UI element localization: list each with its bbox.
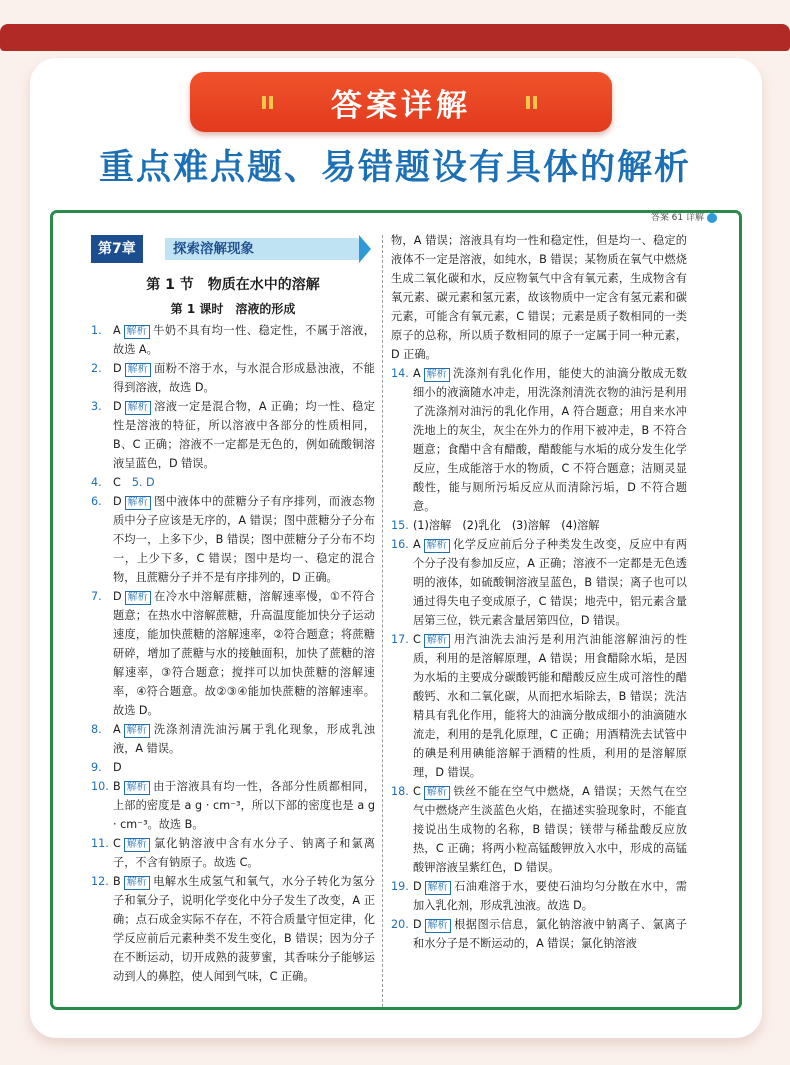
answer-letter: D <box>113 362 122 375</box>
question-number: 8. <box>91 723 102 736</box>
question-number: 12. <box>91 875 109 888</box>
answer-letter: D <box>113 590 122 603</box>
answer-body <box>113 397 375 473</box>
answer-letter: A <box>413 367 421 380</box>
answer-item <box>391 915 687 953</box>
analysis-tag: 解析 <box>424 368 450 382</box>
answer-letter: D <box>413 918 422 931</box>
answer-letter: A <box>113 723 121 736</box>
answer-body <box>113 834 375 872</box>
question-number: 4. <box>91 476 102 489</box>
analysis-text: 在冷水中溶解蔗糖，溶解速率慢，①不符合题意；在热水中溶解蔗糖，升高温度能加快分子运动速度，能加快蔗糖的溶解速率，②符合题意；将蔗糖研碎，增加了蔗糖与水的接触面积，加快了蔗糖的溶解速率，③符合题意；搅拌可以加快蔗糖的溶解速率，④符合题意。故②③④能加快蔗糖的溶解速率。故选 D。 <box>113 590 375 717</box>
question-number: 3. <box>91 400 102 413</box>
question-number: 17. <box>391 633 409 646</box>
answer-body <box>413 877 687 915</box>
answer-body <box>113 872 375 986</box>
left-column <box>91 235 375 986</box>
section-title: 第 1 节 物质在水中的溶解 <box>146 277 320 293</box>
answer-letter: (1)溶解 (2)乳化 (3)溶解 (4)溶解 <box>413 519 600 532</box>
right-answer-list <box>391 364 687 953</box>
analysis-text: 面粉不溶于水，与水混合形成悬浊液，不能得到溶液，故选 D。 <box>113 362 375 394</box>
column-divider <box>382 235 383 1007</box>
answer-item <box>391 516 687 535</box>
analysis-tag: 解析 <box>124 325 150 339</box>
analysis-text: 洗涤剂有乳化作用，能使大的油滴分散成无数细小的液滴随水冲走，用洗涤剂清洗衣物的油污是利用了洗涤剂对油污的乳化作用，A 符合题意；用自来水冲洗地上的灰尘，灰尘在外力的作用下被冲走，B 不符合题意；食醋中含有醋酸，醋酸能与水垢的成分发生化学反应，生成能溶于水的物质，C 不符合题意；洁厕灵显酸性，能与厕所污垢反应从而清除污垢，D 不符合题意。 <box>413 367 687 513</box>
question-number: 9. <box>91 761 102 774</box>
answer-body <box>113 492 375 587</box>
analysis-text: 氯化钠溶液中含有水分子、钠离子和氯离子，不含有钠原子。故选 C。 <box>113 837 375 869</box>
analysis-tag: 解析 <box>425 881 451 895</box>
chapter-header <box>91 235 375 265</box>
analysis-tag: 解析 <box>124 781 150 795</box>
answer-item <box>391 535 687 630</box>
question-number: 20. <box>391 918 409 931</box>
answer-body <box>113 359 375 397</box>
analysis-text: 用汽油洗去油污是利用汽油能溶解油污的性质，利用的是溶解原理，A 错误；用食醋除水垢，是因为水垢的主要成分碳酸钙能和醋酸反应生成可溶性的醋酸钙、水和二氧化碳，从而把水垢除去，B 错误；洗洁精具有乳化作用，能将大的油滴分散成细小的油滴随水流走，利用的是乳化原理，C 正确；用酒精洗去试管中的碘是利用碘能溶解于酒精的性质，利用的是溶解原理，D 错误。 <box>413 633 687 779</box>
quote-mark-right <box>526 94 540 108</box>
answer-body <box>113 473 375 492</box>
question-number: 10. <box>91 780 109 793</box>
answer-item <box>91 834 375 872</box>
quote-mark-left <box>262 94 276 108</box>
answer-item <box>91 321 375 359</box>
question-number: 6. <box>91 495 102 508</box>
answer-body <box>413 915 687 953</box>
question-number: 11. <box>91 837 109 850</box>
analysis-text: 由于溶液具有均一性，各部分性质都相同，上部的密度是 a g · cm⁻³，所以下部的密度也是 a g · cm⁻³。故选 B。 <box>113 780 375 831</box>
page-marker-icon <box>707 213 717 223</box>
answer-item <box>391 630 687 782</box>
answer-item <box>91 758 375 777</box>
answer-item <box>91 473 375 492</box>
continued-answer <box>391 231 687 364</box>
answer-letter: D <box>113 400 122 413</box>
answer-letter: A <box>113 324 121 337</box>
right-column <box>391 231 687 953</box>
chapter-title: 探索溶解现象 <box>173 241 254 257</box>
answer-letter: C <box>413 785 421 798</box>
answer-letter: C <box>413 633 421 646</box>
banner-title: 答案详解 <box>331 87 471 124</box>
analysis-tag: 解析 <box>124 724 150 738</box>
answer-body <box>413 535 687 630</box>
lesson-title: 第 1 课时 溶液的形成 <box>170 302 296 316</box>
analysis-tag: 解析 <box>124 838 150 852</box>
answer-body <box>113 777 375 834</box>
analysis-tag: 解析 <box>125 591 151 605</box>
analysis-text: 牛奶不具有均一性、稳定性，不属于溶液，故选 A。 <box>113 324 375 356</box>
answer-item <box>91 492 375 587</box>
analysis-text: 洗涤剂清洗油污属于乳化现象，形成乳浊液，A 错误。 <box>113 723 375 755</box>
chapter-arrow-icon <box>359 235 371 263</box>
answer-body <box>113 587 375 720</box>
answer-letter: D <box>113 761 122 774</box>
question-number: 16. <box>391 538 409 551</box>
analysis-tag: 解析 <box>125 363 151 377</box>
answer-letter: C <box>113 837 121 850</box>
running-head: 答案 61 详解 <box>651 210 717 223</box>
analysis-tag: 解析 <box>424 786 450 800</box>
analysis-text: 化学反应前后分子种类发生改变，反应中有两个分子没有参加反应，A 正确；溶液不一定都是无色透明的液体，如硫酸铜溶液呈蓝色，B 错误；离子也可以通过得失电子变成原子，C 错误；地壳中，铝元素含量居第三位，铁元素含量居第四位，D 错误。 <box>413 538 687 627</box>
analysis-tag: 解析 <box>124 876 150 890</box>
answer-body <box>413 516 687 535</box>
analysis-tag: 解析 <box>125 496 151 510</box>
continued-text: 物，A 错误；溶液具有均一性和稳定性，但是均一、稳定的液体不一定是溶液，如纯水，B 错误；某物质在氧气中燃烧生成二氧化碳和水，反应物氧气中含有氧元素，生成物含有氧元素、碳元素和氢元素，故该物质中一定含有氢元素和碳元素，可能含有氧元素，C 错误；元素是质子数相同的一类原子的总称，所以质子数相同的原子一定属于同一种元素，D 正确。 <box>391 234 687 361</box>
question-number: 14. <box>391 367 409 380</box>
answer-letter: C <box>113 476 121 489</box>
analysis-text: 石油难溶于水，要使石油均匀分散在水中，需加入乳化剂，形成乳浊液。故选 D。 <box>413 880 687 912</box>
answer-item <box>391 364 687 516</box>
answer-body <box>413 782 687 877</box>
analysis-text: 溶液一定是混合物，A 正确；均一性、稳定性是溶液的特征，所以溶液中各部分的性质相同，B、C 正确；溶液不一定都是无色的，例如硫酸铜溶液呈蓝色，D 错误。 <box>113 400 375 470</box>
answer-letter: D <box>413 880 422 893</box>
question-number: 18. <box>391 785 409 798</box>
answer-item <box>391 877 687 915</box>
answer-item <box>91 777 375 834</box>
answer-letter: A <box>413 538 421 551</box>
top-bar <box>0 24 790 51</box>
answer-body <box>413 630 687 782</box>
question-number: 19. <box>391 880 409 893</box>
answer-banner <box>190 72 612 132</box>
answer-item <box>91 872 375 986</box>
answer-item <box>91 720 375 758</box>
answer-letter: B <box>113 780 121 793</box>
answer-item <box>91 359 375 397</box>
answer-body <box>113 720 375 758</box>
headline: 重点难点题、易错题设有具体的解析 <box>98 148 691 188</box>
analysis-text: 电解水生成氢气和氧气，水分子转化为氢分子和氧分子，说明化学变化中分子发生了改变，A 正确；点石成金实际不存在，不符合质量守恒定律，化学反应前后元素种类不发生变化，B 错误；因为分子在不断运动，切开成熟的菠萝蜜，其香味分子能够运动到人的鼻腔，使人闻到气味，C 正确。 <box>113 875 375 983</box>
question-number: 15. <box>391 519 409 532</box>
answer-body <box>113 758 375 777</box>
answer-item <box>391 782 687 877</box>
question-number: 2. <box>91 362 102 375</box>
analysis-text: 图中液体中的蔗糖分子有序排列，而液态物质中分子应该是无序的，A 错误；图中蔗糖分子分布不均一，上多下少，B 错误；图中蔗糖分子分布不均一，上少下多，C 错误；图中是均一、稳定的混合物，且蔗糖分子并不是有序排列的，D 正确。 <box>113 495 375 584</box>
answer-body <box>413 364 687 516</box>
analysis-tag: 解析 <box>424 634 450 648</box>
question-number: 1. <box>91 324 102 337</box>
analysis-tag: 解析 <box>424 539 450 553</box>
answer-item <box>91 397 375 473</box>
analysis-text: 铁丝不能在空气中燃烧，A 错误；天然气在空气中燃烧产生淡蓝色火焰，在描述实验现象时，不能直接说出生成物的名称，B 错误；镁带与稀盐酸反应放热，C 正确；将两小粒高锰酸钾放入水中，形成的高锰酸钾溶液呈紫红色，D 错误。 <box>413 785 687 874</box>
analysis-tag: 解析 <box>125 401 151 415</box>
question-number: 7. <box>91 590 102 603</box>
book-page <box>50 210 742 1010</box>
answer-extra: 5. D <box>131 476 155 489</box>
analysis-tag: 解析 <box>425 919 451 933</box>
analysis-text: 根据图示信息，氯化钠溶液中钠离子、氯离子和水分子是不断运动的，A 错误；氯化钠溶液 <box>413 918 687 950</box>
answer-item <box>91 587 375 720</box>
answer-letter: B <box>113 875 121 888</box>
answer-letter: D <box>113 495 122 508</box>
answer-body <box>113 321 375 359</box>
chapter-number: 第7章 <box>91 235 143 263</box>
left-answer-list <box>91 321 375 986</box>
